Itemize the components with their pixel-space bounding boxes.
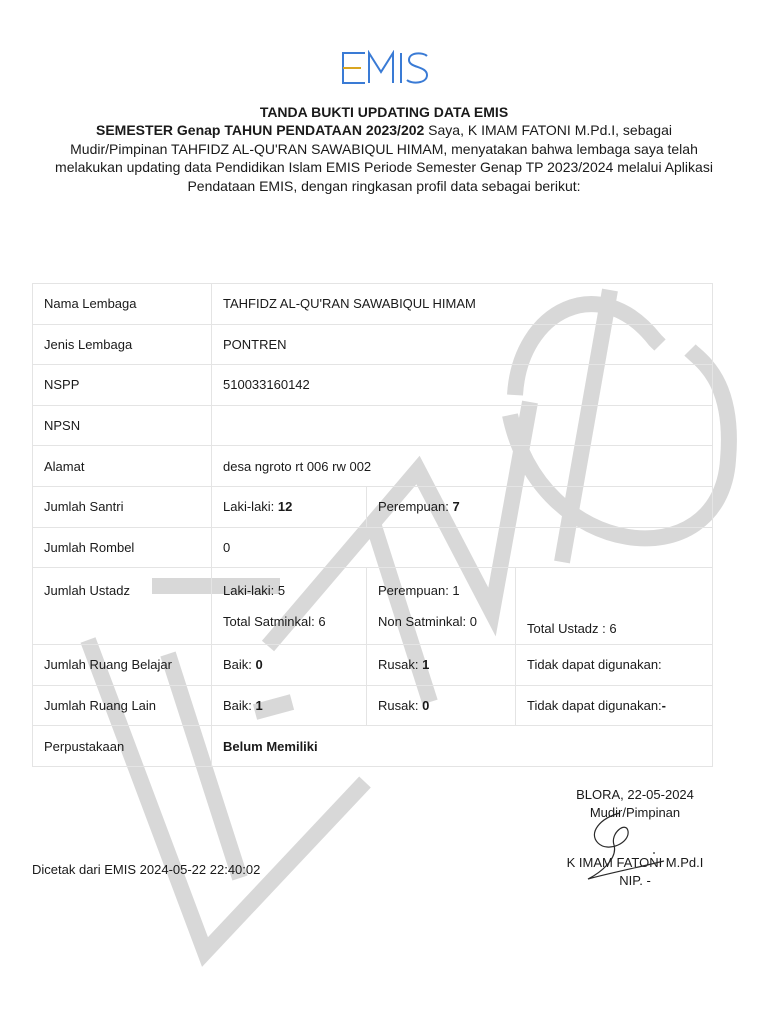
- emis-logo: [339, 50, 431, 86]
- row-alamat: [33, 446, 713, 487]
- row-jumlah-ustadz: [33, 568, 713, 645]
- value-alamat: desa ngroto rt 006 rw 002: [212, 446, 713, 487]
- label-jumlah-rombel: Jumlah Rombel: [33, 527, 212, 568]
- ustadz-perempuan-cell: [367, 568, 516, 645]
- ustadz-laki-cell: [212, 568, 367, 645]
- document-title: TANDA BUKTI UPDATING DATA EMIS: [259, 104, 509, 120]
- label-alamat: Alamat: [33, 446, 212, 487]
- value-nspp: 510033160142: [212, 365, 713, 406]
- row-nspp: [33, 365, 713, 406]
- ustadz-satminkal: Total Satminkal: 6: [223, 614, 326, 630]
- santri-laki-value: 12: [277, 499, 293, 515]
- signer-name: K IMAM FATONI M.Pd.I: [566, 855, 704, 870]
- row-nama-lembaga: [33, 284, 713, 325]
- value-jenis-lembaga: PONTREN: [212, 324, 713, 365]
- label-ruang-belajar: Jumlah Ruang Belajar: [33, 645, 212, 686]
- semester-heading: SEMESTER Genap TAHUN PENDATAAN 2023/202: [96, 122, 425, 138]
- signature-block: [552, 786, 718, 890]
- row-ruang-belajar: [33, 645, 713, 686]
- santri-perempuan: Perempuan: 7: [367, 486, 713, 527]
- value-jumlah-rombel: 0: [212, 527, 713, 568]
- rl-baik: Baik: 1: [212, 685, 367, 726]
- rb-rusak: Rusak: 1: [367, 645, 516, 686]
- intro-text: Saya, K IMAM FATONI M.Pd.I, sebagai Mudir/Pimpinan TAHFIDZ AL-QU'RAN SAWABIQUL HIMAM, menyatakan bahwa lembaga saya telah melakukan updating data Pendidikan Islam EMIS Periode Semester Genap TP 2023/2024 melalui Aplikasi Pendataan EMIS, dengan ringkasan profil data sebagai berikut:: [55, 122, 713, 194]
- intro-statement: [52, 121, 716, 195]
- ustadz-total: Total Ustadz : 6: [527, 621, 617, 637]
- rb-baik: Baik: 0: [212, 645, 367, 686]
- label-npsn: NPSN: [33, 405, 212, 446]
- row-ruang-lain: [33, 685, 713, 726]
- value-nama-lembaga: TAHFIDZ AL-QU'RAN SAWABIQUL HIMAM: [212, 284, 713, 325]
- santri-perempuan-value: 7: [452, 499, 460, 515]
- ustadz-perempuan: Perempuan: 1: [378, 583, 460, 599]
- rl-rusak: Rusak: 0: [367, 685, 516, 726]
- rl-tidak: Tidak dapat digunakan:-: [516, 685, 713, 726]
- row-jumlah-rombel: [33, 527, 713, 568]
- label-perpustakaan: Perpustakaan: [33, 726, 212, 767]
- profile-table: [32, 283, 713, 767]
- signer-nip: NIP. -: [619, 873, 651, 888]
- value-npsn: [212, 405, 713, 446]
- label-ruang-lain: Jumlah Ruang Lain: [33, 685, 212, 726]
- value-perpustakaan: Belum Memiliki: [212, 726, 713, 767]
- label-jumlah-ustadz: Jumlah Ustadz: [33, 568, 212, 645]
- label-nspp: NSPP: [33, 365, 212, 406]
- ustadz-non-satminkal: Non Satminkal: 0: [378, 614, 477, 630]
- place-date: BLORA, 22-05-2024: [576, 787, 694, 802]
- label-jenis-lembaga: Jenis Lembaga: [33, 324, 212, 365]
- rb-tidak: Tidak dapat digunakan:: [516, 645, 713, 686]
- ustadz-laki: Laki-laki: 5: [223, 583, 286, 599]
- row-perpustakaan: [33, 726, 713, 767]
- row-jumlah-santri: [33, 486, 713, 527]
- ustadz-total-cell: [516, 568, 713, 645]
- signer-role: Mudir/Pimpinan: [589, 805, 681, 820]
- santri-laki: Laki-laki: 12: [212, 486, 367, 527]
- printed-timestamp: Dicetak dari EMIS 2024-05-22 22:40:02: [32, 862, 261, 877]
- row-npsn: [33, 405, 713, 446]
- label-nama-lembaga: Nama Lembaga: [33, 284, 212, 325]
- label-jumlah-santri: Jumlah Santri: [33, 486, 212, 527]
- row-jenis-lembaga: [33, 324, 713, 365]
